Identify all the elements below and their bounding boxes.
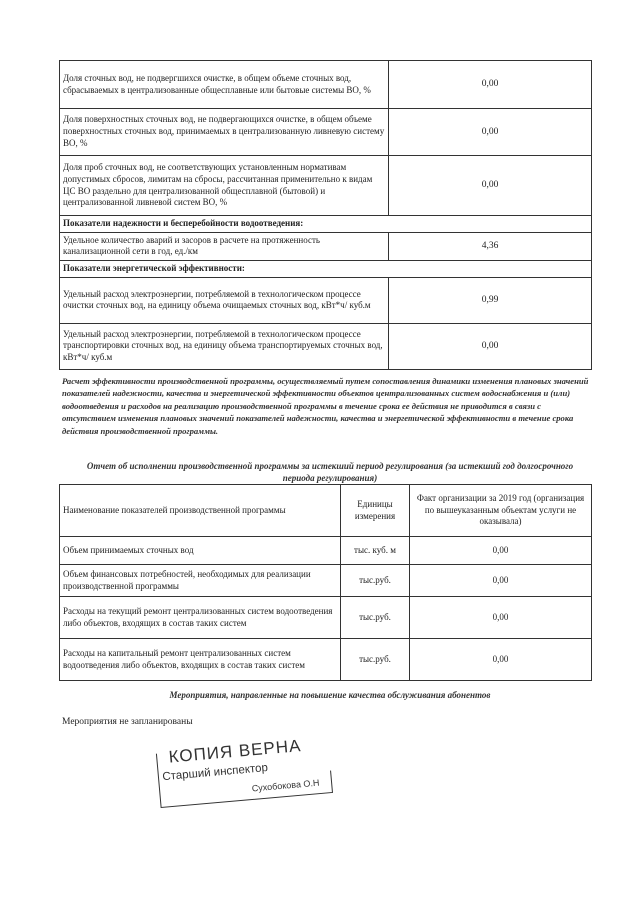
table-row <box>60 323 592 369</box>
table-row <box>60 156 592 216</box>
stamp-title: КОПИЯ ВЕРНА <box>167 736 303 767</box>
indicator-label: Доля поверхностных сточных вод, не подвергающихся очистке, в общем объеме поверхностных сточных вод, принимаемых в централизованную ливневую систему ВО, % <box>60 109 389 156</box>
report-item-name: Расходы на текущий ремонт централизованных систем водоотведения либо объектов, входящих в состав таких систем <box>60 597 341 639</box>
table-row <box>60 639 592 681</box>
table-row <box>60 565 592 597</box>
column-header-fact: Факт организации за 2019 год (организация по вышеуказанным объектам услуги не оказывала) <box>410 485 592 537</box>
table-row <box>60 61 592 109</box>
indicator-label: Доля сточных вод, не подвергшихся очистке, в общем объеме сточных вод, сбрасываемых в централизованные общесплавные или бытовые системы ВО, % <box>60 61 389 109</box>
table-row <box>60 537 592 565</box>
section-heading: Показатели энергетической эффективности: <box>60 261 592 278</box>
indicators-table <box>59 60 592 370</box>
indicator-value: 0,99 <box>389 277 592 323</box>
column-header-unit: Единицы измерения <box>341 485 410 537</box>
table-row <box>60 277 592 323</box>
report-item-value: 0,00 <box>410 537 592 565</box>
measures-note: Мероприятия не запланированы <box>62 717 193 727</box>
table-row <box>60 109 592 156</box>
table-header-row <box>60 485 592 537</box>
report-item-name: Объем принимаемых сточных вод <box>60 537 341 565</box>
report-item-value: 0,00 <box>410 639 592 681</box>
indicator-label: Удельный расход электроэнергии, потребляемой в технологическом процессе транспортировки сточных вод, на единицу объема транспортируемых сточных вод, кВт*ч/ куб.м <box>60 323 389 369</box>
column-header-name: Наименование показателей производственной программы <box>60 485 341 537</box>
report-item-unit: тыс. куб. м <box>341 537 410 565</box>
report-heading: Отчет об исполнении производственной программы за истекший период регулирования (за истекший год долгосрочного периода регулирования) <box>86 461 574 484</box>
indicator-label: Удельное количество аварий и засоров в расчете на протяженность канализационной сети в год, ед./км <box>60 232 389 260</box>
report-item-name: Объем финансовых потребностей, необходимых для реализации производственной программы <box>60 565 341 597</box>
certification-stamp <box>150 728 340 808</box>
report-item-unit: тыс.руб. <box>341 597 410 639</box>
stamp-signer: Сухобокова О.Н <box>251 777 320 794</box>
report-item-value: 0,00 <box>410 565 592 597</box>
indicator-value: 0,00 <box>389 323 592 369</box>
indicator-value: 0,00 <box>389 156 592 216</box>
table-row <box>60 232 592 260</box>
indicator-label: Доля проб сточных вод, не соответствующих установленным нормативам допустимых сбросов, лимитам на сбросы, рассчитанная применительно к видам ЦС ВО раздельно для централизованной общесплавной (бытовой) и централизованной ливневой систем ВО, % <box>60 156 389 216</box>
report-item-unit: тыс.руб. <box>341 565 410 597</box>
report-item-unit: тыс.руб. <box>341 639 410 681</box>
measures-heading: Мероприятия, направленные на повышение качества обслуживания абонентов <box>169 690 491 700</box>
efficiency-note: Расчет эффективности производственной программы, осуществляемый путем сопоставления динамики изменения плановых значений показателей надежности, качества и энергетической эффективности объектов централизованных систем водоснабжения и (или) водоотведения и расходов на реализацию производственной программы в течение срока ее действия не приводится в связи с отсутствием изменения плановых значений показателей надежности, качества и энергетической эффективности в течение срока действия производственной программы. <box>62 376 589 436</box>
section-row <box>60 216 592 233</box>
section-heading: Показатели надежности и бесперебойности водоотведения: <box>60 216 592 233</box>
indicator-label: Удельный расход электроэнергии, потребляемой в технологическом процессе очистки сточных вод, на единицу объема очищаемых сточных вод, кВт*ч/ куб.м <box>60 277 389 323</box>
stamp-position: Старший инспектор <box>161 762 269 784</box>
indicator-value: 0,00 <box>389 109 592 156</box>
indicator-value: 4,36 <box>389 232 592 260</box>
table-row <box>60 597 592 639</box>
report-item-value: 0,00 <box>410 597 592 639</box>
report-table <box>59 484 592 681</box>
report-item-name: Расходы на капитальный ремонт централизованных систем водоотведения либо объектов, входящих в состав таких систем <box>60 639 341 681</box>
section-row <box>60 261 592 278</box>
indicator-value: 0,00 <box>389 61 592 109</box>
